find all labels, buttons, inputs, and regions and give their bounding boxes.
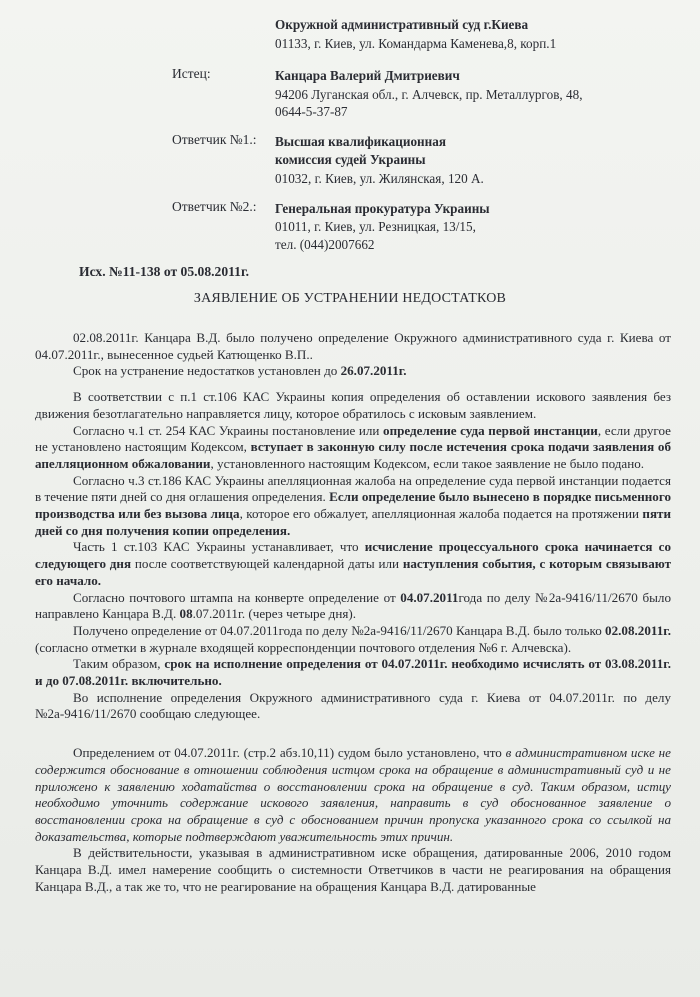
paragraph-9: Таким образом, срок на исполнение определения от 04.07.2011г. необходимо исчислять от 03.08.2011г. и до 07.08.2011г. включительно. bbox=[35, 656, 671, 689]
defendant1-address: 01032, г. Киев, ул. Жилянская, 120 А. bbox=[275, 171, 484, 186]
defendant1-label: Ответчик №1.: bbox=[172, 132, 257, 147]
defendant2-phone: тел. (044)2007662 bbox=[275, 237, 375, 252]
paragraph-4: Согласно ч.1 ст. 254 КАС Украины постановление или определение суда первой инстанции, если другое не установлено настоящим Кодексом, вступает в законную силу после истечения срока подачи заявления об апелляционном обжаловании, установленного настоящим Кодексом, если такое заявление не было подано. bbox=[35, 422, 671, 471]
defendant1-name-line1: Высшая квалификационная bbox=[275, 134, 446, 149]
outgoing-reference: Исх. №11-138 от 05.08.2011г. bbox=[79, 264, 249, 279]
paragraph-3: В соответствии с п.1 ст.106 КАС Украины копия определения об оставлении искового заявления без движения безотлагательно направляется лицу, которое обратилось с исковым заявлением. bbox=[35, 389, 671, 421]
paragraph-11: Определением от 04.07.2011г. (стр.2 абз.10,11) судом было установлено, что в административном иске не содержится обоснование в отношении соблюдения истцом срока на обращение в административный суд и не приложено к заявлению ходатайства о восстановлении срока на обращение в суд. Таким образом, истцу необходимо уточнить содержание искового заявления, направить в суд обоснованное заявление о восстановлении срока на обращение в суд с обоснованием причин пропуска указанного срока со ссылкой на доказательства, которые подтверждают уважительность этих причин. bbox=[35, 745, 671, 844]
document-body bbox=[35, 330, 671, 896]
paragraph-5: Согласно ч.3 ст.186 КАС Украины апелляционная жалоба на определение суда первой инстанции подается в течение пяти дней со дня оглашения определения. Если определение было вынесено в порядке письменного производства или без вызова лица, которое его обжалует, апелляционная жалоба подается на протяжении пяти дней со дня получения копии определения. bbox=[35, 472, 672, 538]
court-name: Окружной административный суд г.Киева bbox=[275, 17, 529, 32]
paragraph-8: Получено определение от 04.07.2011года по делу №2а-9416/11/2670 Канцара В.Д. было только 02.08.2011г. (согласно отметки в журнале входящей корреспонденции почтового отделения №6 г. Алчевска). bbox=[35, 622, 671, 655]
paragraph-10: Во исполнение определения Окружного административного суда г. Киева от 04.07.2011г. по делу №2а-9416/11/2670 сообщаю следующее. bbox=[35, 689, 671, 722]
document-title: ЗАЯВЛЕНИЕ ОБ УСТРАНЕНИИ НЕДОСТАТКОВ bbox=[193, 291, 507, 306]
defendant1-name-line2: комиссия судей Украины bbox=[275, 152, 426, 167]
paragraph-12: В действительности, указывая в административном иске обращения, датированные 2006, 2010 годом Канцара В.Д. имел намерение сообщить о системности Ответчиков в части не реагирования на обращения Канцара В.Д., а так же то, что не реагирование на обращения Канцара В.Д. датированные bbox=[35, 845, 671, 894]
plaintiff-phone: 0644-5-37-87 bbox=[275, 104, 348, 119]
plaintiff-label: Истец: bbox=[172, 66, 211, 81]
defendant2-address: 01011, г. Киев, ул. Резницкая, 13/15, bbox=[275, 219, 476, 234]
plaintiff-address: 94206 Луганская обл., г. Алчевск, пр. Металлургов, 48, bbox=[275, 87, 583, 102]
plaintiff-name: Канцара Валерий Дмитриевич bbox=[275, 68, 460, 83]
defendant2-label: Ответчик №2.: bbox=[172, 199, 257, 214]
paragraph-2: Срок на устранение недостатков установлен до 26.07.2011г. bbox=[73, 363, 407, 379]
paragraph-1: 02.08.2011г. Канцара В.Д. было получено определение Окружного административного суда г. Киева от 04.07.2011г., вынесенное судьей Катющенко В.П.. bbox=[35, 330, 671, 362]
court-address: 01133, г. Киев, ул. Командарма Каменева,8, корп.1 bbox=[275, 36, 557, 51]
paragraph-6: Часть 1 ст.103 КАС Украины устанавливает, что исчисление процессуального срока начинается со следующего дня после соответствующей календарной даты или наступления события, с которым связывают его начало. bbox=[35, 539, 672, 588]
defendant2-name: Генеральная прокуратура Украины bbox=[275, 201, 490, 216]
paragraph-7: Согласно почтового штампа на конверте определение от 04.07.2011года по делу №2а-9416/11/2670 было направлено Канцара В.Д. 08.07.2011г. (через четыре дня). bbox=[35, 589, 671, 622]
